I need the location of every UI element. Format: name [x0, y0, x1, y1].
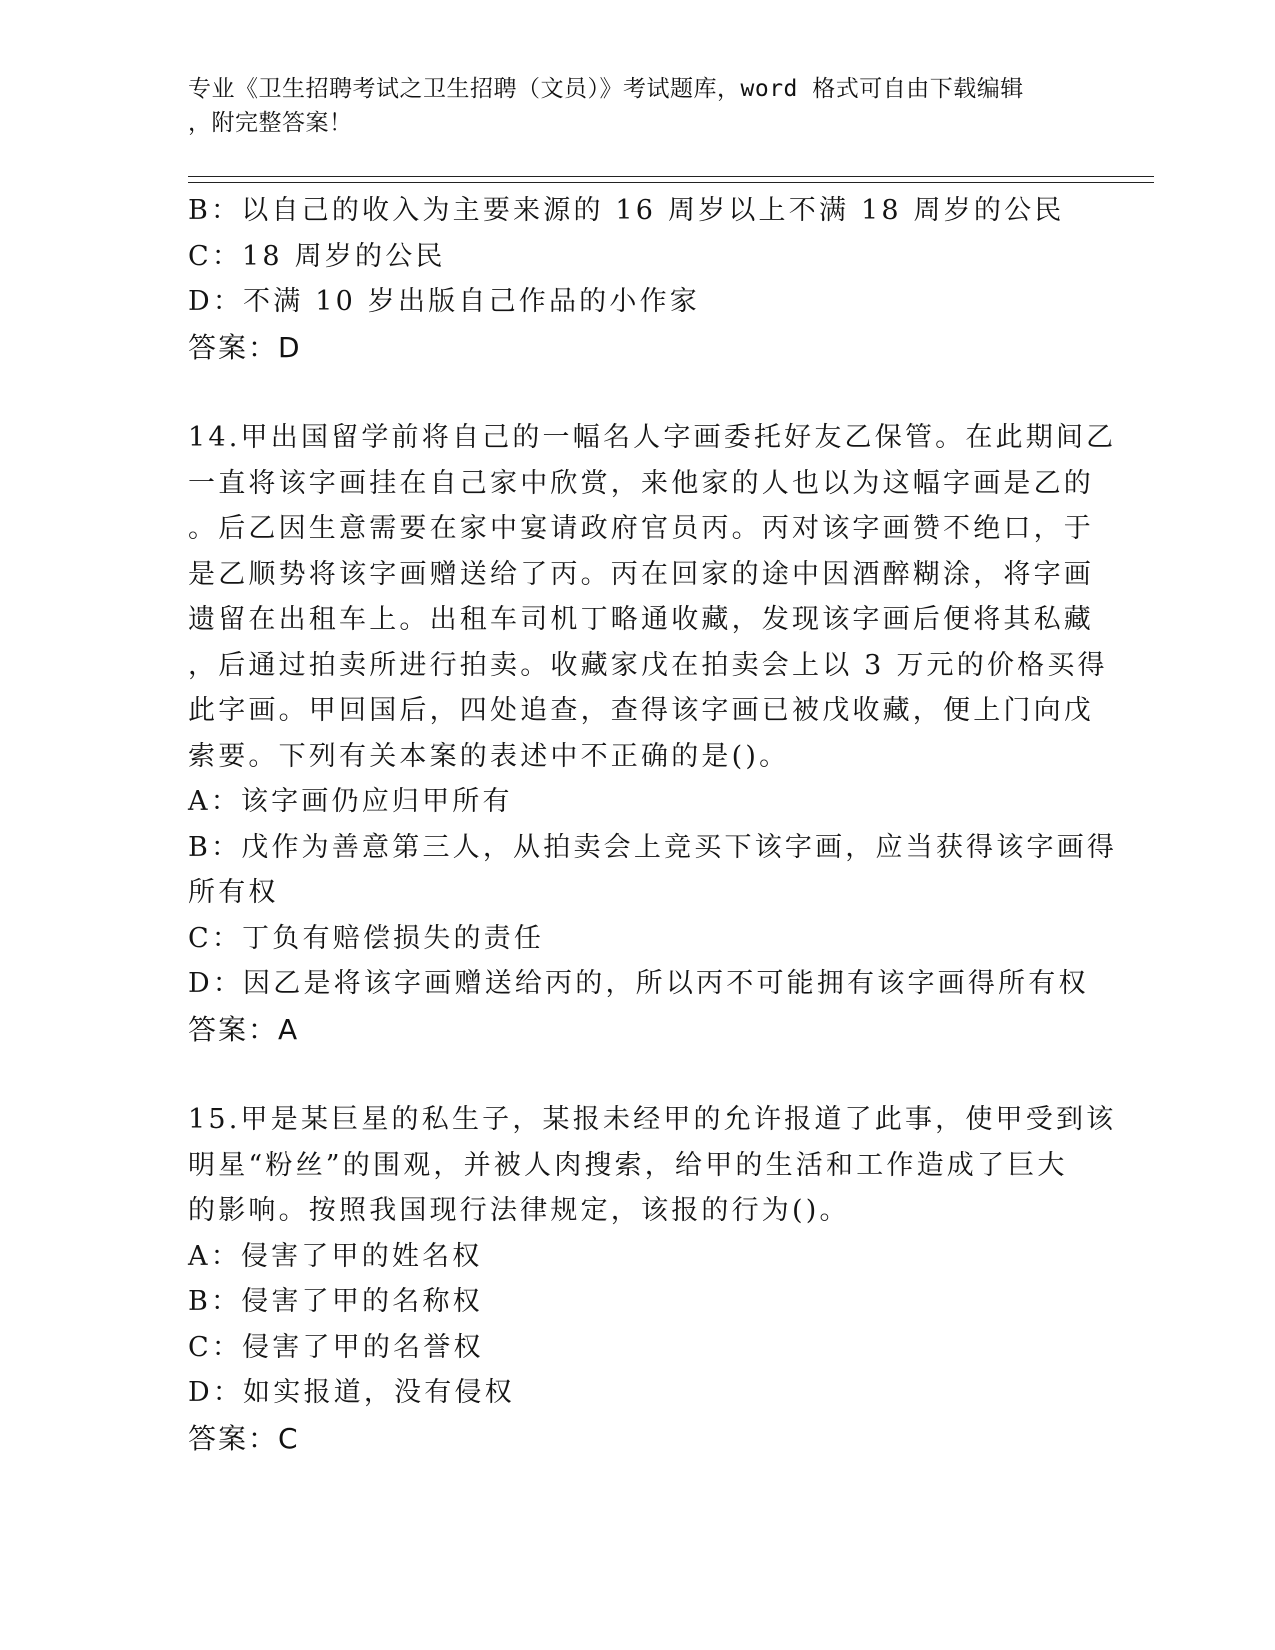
q15-option-a: A：侵害了甲的姓名权 [188, 1240, 483, 1272]
q15-option-c: C：侵害了甲的名誉权 [188, 1331, 484, 1363]
q14-option-b: B：戊作为善意第三人，从拍卖会上竞买下该字画，应当获得该字画得 [188, 831, 1118, 863]
question-spacer [188, 1052, 1088, 1097]
header-line-1: 专业《卫生招聘考试之卫生招聘（文员）》考试题库，word 格式可自由下载编辑 [188, 76, 1024, 102]
header-rule-thin [188, 182, 1154, 183]
question-spacer [188, 370, 1088, 415]
q15-option-b: B：侵害了甲的名称权 [188, 1286, 483, 1317]
q13-option-d: D：不满 10 岁出版自己作品的小作家 [188, 286, 700, 317]
q15-option-d: D：如实报道，没有侵权 [188, 1377, 515, 1408]
question-content [188, 188, 1118, 1461]
q15-answer: 答案：C [188, 1421, 300, 1455]
q13-option-b: B：以自己的收入为主要来源的 16 周岁以上不满 18 周岁的公民 [188, 195, 1065, 226]
q14-stem-line: 一直将该字画挂在自己家中欣赏，来他家的人也以为这幅字画是乙的 [188, 467, 1094, 499]
q14-stem-line: 此字画。甲回国后，四处追查，查得该字画已被戊收藏，便上门向戊 [188, 695, 1094, 726]
q15-stem-line: 的影响。按照我国现行法律规定，该报的行为()。 [188, 1195, 850, 1226]
q14-option-d: D：因乙是将该字画赠送给丙的，所以丙不可能拥有该字画得所有权 [188, 968, 1089, 999]
q14-option-b-cont: 所有权 [188, 877, 279, 908]
q14-stem-line: 是乙顺势将该字画赠送给了丙。丙在回家的途中因酒醉糊涂，将字画 [188, 558, 1094, 590]
question-13-tail [188, 188, 1088, 370]
q15-stem-line: 15.甲是某巨星的私生子，某报未经甲的允许报道了此事，使甲受到该 [188, 1104, 1117, 1135]
q14-stem-line: 遗留在出租车上。出租车司机丁略通收藏，发现该字画后便将其私藏 [188, 604, 1094, 635]
q13-answer: 答案：D [188, 330, 302, 364]
q14-stem-line: 。后乙因生意需要在家中宴请政府官员丙。丙对该字画赞不绝口，于 [188, 513, 1094, 544]
header-rule-thick [188, 176, 1154, 177]
q13-option-c: C：18 周岁的公民 [188, 240, 446, 272]
q14-option-c: C：丁负有赔偿损失的责任 [188, 922, 545, 954]
q14-option-a: A：该字画仍应归甲所有 [188, 786, 513, 817]
q14-stem-line: ，后通过拍卖所进行拍卖。收藏家戊在拍卖会上以 3 万元的价格买得 [188, 649, 1108, 681]
q15-stem-line: 明星“粉丝”的围观，并被人肉搜索，给甲的生活和工作造成了巨大 [188, 1149, 1068, 1181]
question-15 [188, 1097, 1117, 1461]
question-14 [188, 415, 1118, 1052]
header-line-2: ，附完整答案！ [188, 110, 353, 136]
q14-stem-line: 14.甲出国留学前将自己的一幅名人字画委托好友乙保管。在此期间乙 [188, 422, 1117, 453]
q14-answer: 答案：A [188, 1012, 300, 1046]
q14-stem-line: 索要。下列有关本案的表述中不正确的是()。 [188, 740, 790, 772]
page-header [188, 72, 1088, 140]
